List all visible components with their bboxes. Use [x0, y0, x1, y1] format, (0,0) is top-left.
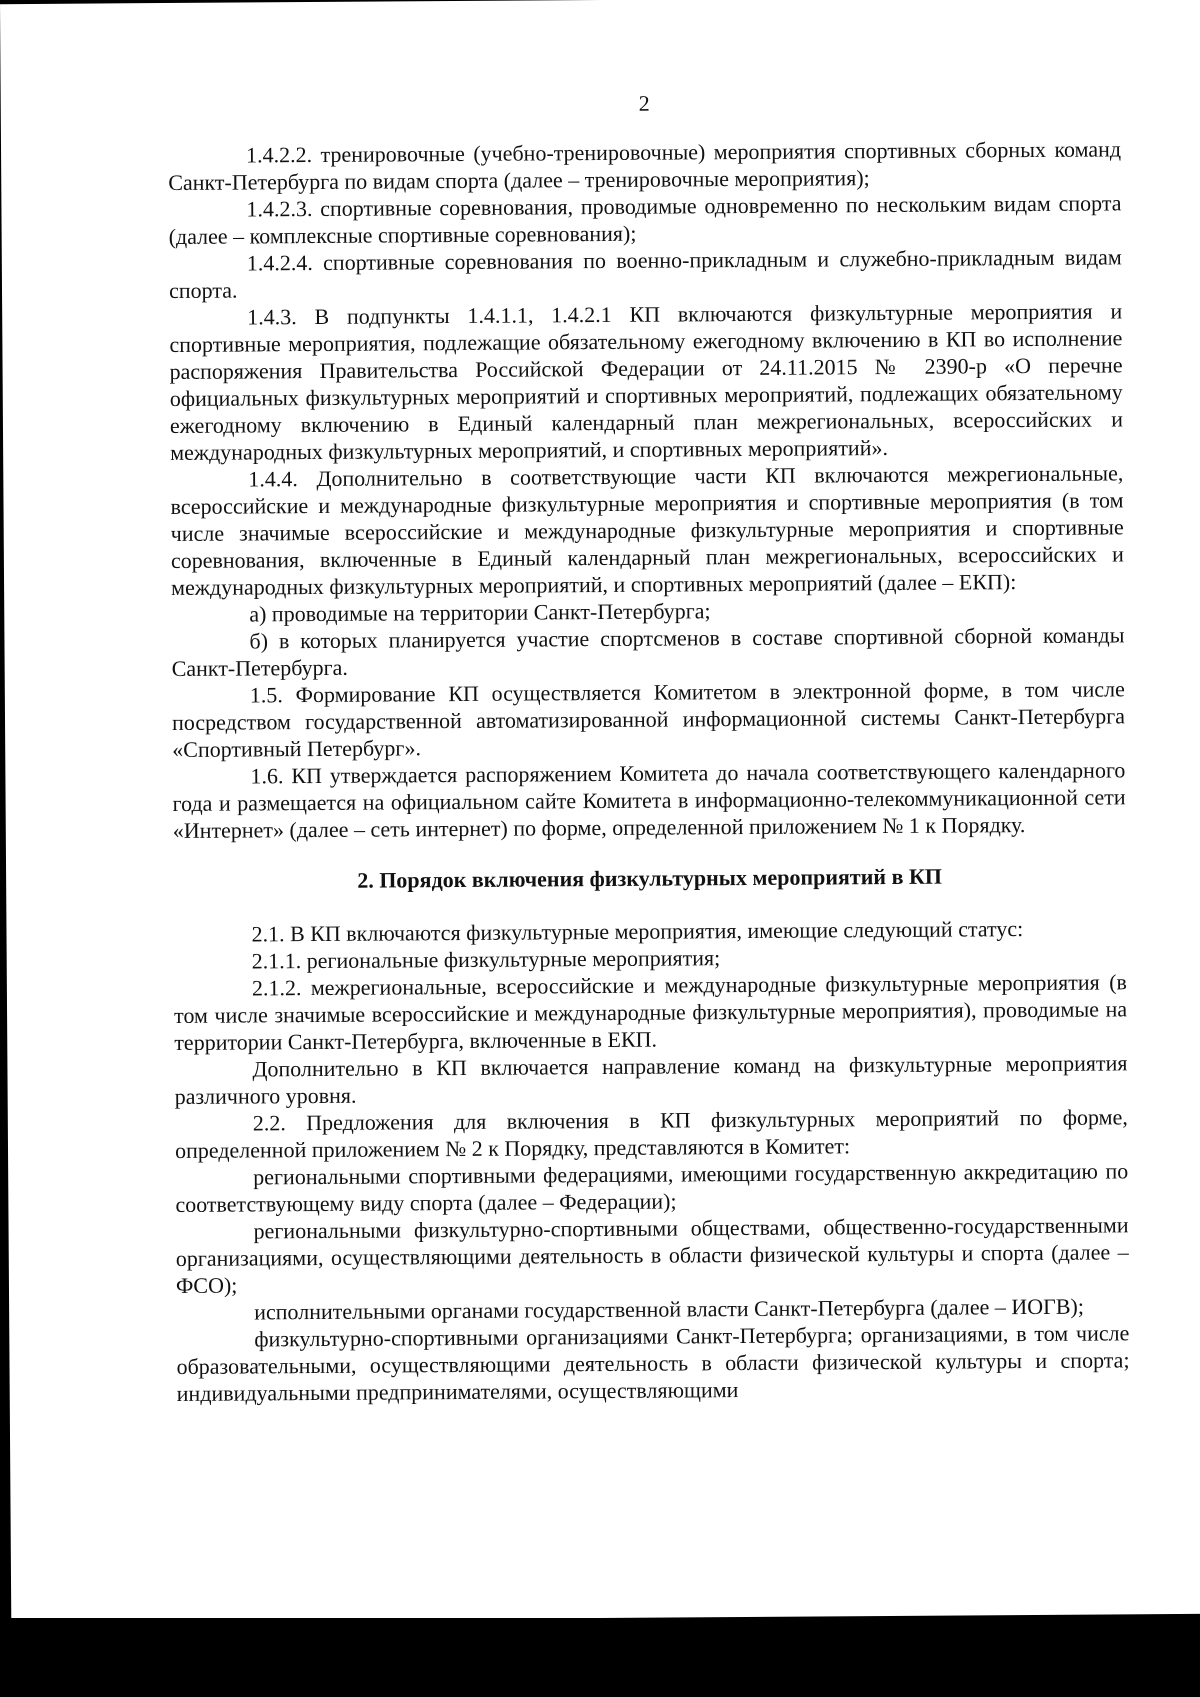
- paragraph-1-5: 1.5. Формирование КП осуществляется Комитетом в электронной форме, в том числе посредством государственной автоматизированной информационной системы Санкт-Петербурга «Спортивный Петербург».: [171, 676, 1126, 763]
- paragraph-fso: региональными физкультурно-спортивными обществами, общественно-государственными организациями, осуществляющими деятельность в области физической культуры и спорта (далее – ФСО);: [175, 1212, 1129, 1298]
- paragraph-1-4-2-3: 1.4.2.3. спортивные соревнования, проводимые одновременно по нескольким видам спорта (далее – комплексные спортивные соревнования);: [168, 190, 1122, 250]
- paragraph-1-6: 1.6. КП утверждается распоряжением Комитета до начала соответствующего календарного года и размещается на официальном сайте Комитета в информационно-телекоммуникационной сети «Интернет» (далее – сеть интернет) по форме, определенной приложением № 1 к Порядку.: [172, 757, 1126, 844]
- paragraph-federations: региональными спортивными федерациями, имеющими государственную аккредитацию по соответствующему виду спорта (далее – Федерации);: [175, 1158, 1129, 1217]
- paragraph-2-1-2: 2.1.2. межрегиональные, всероссийские и международные физкультурные мероприятия (в том числе значимые всероссийские и международные физкультурные мероприятия), проводимые на территории Санкт-Петербурга, включенные в ЕКП.: [173, 969, 1128, 1055]
- section-heading: 2. Порядок включения физкультурных мероприятий в КП: [357, 863, 943, 893]
- paragraph-2-2: 2.2. Предложения для включения в КП физкультурных мероприятий по форме, определенной приложением № 2 к Порядку, представляются в Комитет:: [174, 1104, 1128, 1163]
- paragraph-2-1-1: 2.1.1. региональные физкультурные мероприятия;: [251, 945, 721, 974]
- paragraph-2-1: 2.1. В КП включаются физкультурные мероприятия, имеющие следующий статус:: [251, 916, 1024, 947]
- paragraph-item-b: б) в которых планируется участие спортсменов в составе спортивной сборной команды Санкт-Петербурга.: [171, 622, 1125, 682]
- scan-border: [0, 1618, 1200, 1697]
- paragraph-1-4-3: 1.4.3. В подпункты 1.4.1.1, 1.4.2.1 КП включаются физкультурные мероприятия и спортивные мероприятия, подлежащие обязательному ежегодному включению в КП во исполнение распоряжения Правительства Российской Федерации от 24.11.2015 № 2390-р «О перечне официальных физкультурных мероприятий и спортивных мероприятий, подлежащих обязательному ежегодному включению в Единый календарный план межрегиональных, всероссийских и международных физкультурных мероприятий, и спортивных мероприятий».: [169, 298, 1124, 466]
- paragraph-organizations: физкультурно-спортивными организациями Санкт-Петербурга; организациями, в том числе образовательными, осуществляющими деятельность в области физической культуры и спорта; индивидуальными предпринимателями, осуществляющими: [176, 1320, 1130, 1406]
- page-number: 2: [638, 90, 650, 116]
- paragraph-1-4-2-2: 1.4.2.2. тренировочные (учебно-тренировочные) мероприятия спортивных сборных команд Санкт-Петербурга по видам спорта (далее – тренировочные мероприятия);: [168, 136, 1122, 196]
- paragraph-1-4-4: 1.4.4. Дополнительно в соответствующие части КП включаются межрегиональные, всероссийские и международные физкультурные мероприятия и спортивные мероприятия (в том числе значимые всероссийские и международные физкультурные мероприятия и спортивные соревнования, включенные в Единый календарный план межрегиональных, всероссийских и международных физкультурных мероприятий, и спортивных мероприятий (далее – ЕКП):: [170, 460, 1124, 601]
- paragraph-item-a: а) проводимые на территории Санкт-Петербурга;: [249, 598, 711, 627]
- paragraph-1-4-2-4: 1.4.2.4. спортивные соревнования по военно-прикладным и служебно-прикладным видам спорта.: [168, 244, 1122, 304]
- paragraph-iogv: исполнительными органами государственной власти Санкт-Петербурга (далее – ИОГВ);: [254, 1293, 1085, 1325]
- paragraph-additional: Дополнительно в КП включается направление команд на физкультурные мероприятия различного уровня.: [174, 1050, 1128, 1109]
